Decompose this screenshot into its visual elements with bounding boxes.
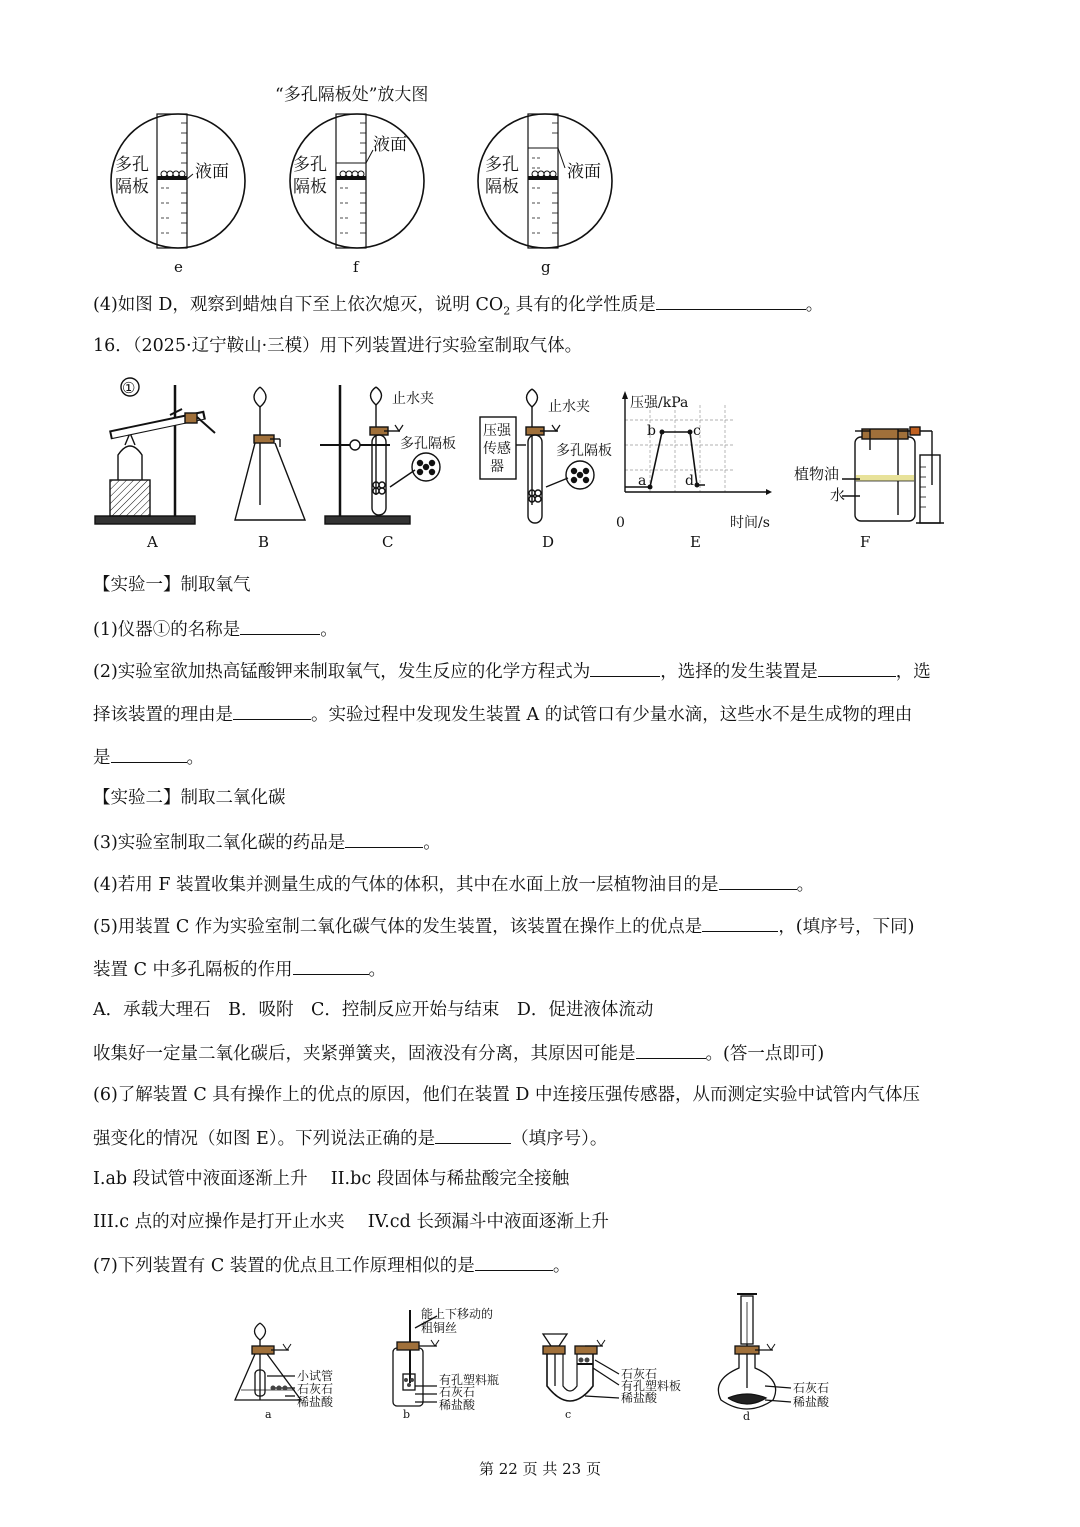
label-d: D: [542, 533, 555, 551]
porous-plate-label-d: 多孔隔板: [556, 443, 612, 459]
svg-text:液面: 液面: [195, 162, 229, 182]
device-c: [543, 1334, 619, 1401]
water-label: 水: [830, 486, 846, 504]
point-d: d: [685, 473, 694, 489]
svg-text:石灰石: 石灰石: [439, 1385, 476, 1399]
answer-blank[interactable]: [435, 1125, 511, 1144]
roman-options-line-2: III.c 点的对应操作是打开止水夹 IV.cd 长颈漏斗中液面逐渐上升: [93, 1212, 609, 1232]
svg-text:稀盐酸: 稀盐酸: [439, 1398, 476, 1412]
question-2-line-1: (2)实验室欲加热高锰酸钾来制取氧气，发生反应的化学方程式为 ，选择的发生装置是 ，选: [93, 658, 931, 684]
device-d: [718, 1294, 791, 1409]
svg-text:隔板: 隔板: [293, 177, 327, 197]
svg-text:多孔: 多孔: [485, 155, 519, 175]
svg-text:稀盐酸: 稀盐酸: [621, 1391, 658, 1405]
experiment-2-heading: 【实验二】制取二氧化碳: [93, 788, 286, 808]
svg-text:多孔: 多孔: [115, 155, 149, 175]
letter-d: d: [743, 1410, 751, 1423]
pressure-axis-x-label: 时间/s: [730, 515, 770, 531]
question-7: (7)下列装置有 C 装置的优点且工作原理相似的是 。: [93, 1252, 570, 1278]
magnified-figure-title: “多孔隔板处”放大图: [275, 85, 429, 105]
alternative-apparatus-figure: [225, 1288, 865, 1428]
question-5-extra: 收集好一定量二氧化碳后，夹紧弹簧夹，固液没有分离，其原因可能是 。(答一点即可): [93, 1040, 824, 1066]
svg-text:隔板: 隔板: [115, 177, 149, 197]
pressure-axis-y-label: 压强/kPa: [630, 395, 689, 411]
question-2-line-2: 择该装置的理由是 。实验过程中发现发生装置 A 的试管口有少量水滴，这些水不是生成物的理由: [93, 701, 912, 727]
svg-text:稀盐酸: 稀盐酸: [793, 1395, 830, 1409]
question-6-line-2: 强变化的情况（如图 E）。下列说法正确的是 （填序号）。: [93, 1125, 607, 1151]
oil-label: 植物油: [794, 465, 840, 483]
point-c: c: [693, 423, 701, 439]
letter-a: a: [265, 1408, 272, 1421]
answer-blank[interactable]: [590, 658, 660, 677]
question-5-line-1: (5)用装置 C 作为实验室制二氧化碳气体的发生装置，该装置在操作上的优点是 ，(填序号，下同): [93, 913, 914, 939]
porous-plate-magnified-figure: [95, 78, 655, 283]
label-f: F: [860, 533, 871, 551]
label-a: A: [147, 533, 158, 551]
answer-blank[interactable]: [345, 829, 423, 848]
question-3: (3)实验室制取二氧化碳的药品是 。: [93, 829, 441, 855]
question-5-line-2: 装置 C 中多孔隔板的作用 。: [93, 956, 386, 982]
letter-b: b: [403, 1408, 411, 1421]
svg-text:有孔塑料板: 有孔塑料板: [621, 1379, 682, 1393]
point-b: b: [647, 423, 656, 439]
answer-blank[interactable]: [702, 913, 778, 932]
svg-text:传感: 传感: [483, 441, 511, 457]
svg-text:石灰石: 石灰石: [297, 1382, 334, 1396]
answer-blank[interactable]: [240, 616, 320, 635]
answer-blank[interactable]: [636, 1040, 706, 1059]
apparatus-b: [235, 387, 305, 520]
panel-letter-f: f: [353, 258, 359, 276]
answer-blank[interactable]: [656, 291, 806, 310]
svg-text:石灰石: 石灰石: [793, 1381, 830, 1395]
apparatus-a: [95, 378, 215, 524]
label-b: B: [258, 533, 270, 551]
clamp-label-c: 止水夹: [392, 391, 434, 407]
answer-blank[interactable]: [293, 956, 369, 975]
svg-text:压强: 压强: [483, 423, 511, 439]
answer-blank[interactable]: [719, 871, 797, 890]
question-4: (4)若用 F 装置收集并测量生成的气体的体积，其中在水面上放一层植物油目的是 。: [93, 871, 814, 897]
question-15-4: (4)如图 D，观察到蜡烛自下至上依次熄灭，说明 $CO_2$ 具有的化学性质是 。: [93, 291, 823, 324]
question-6-line-1: (6)了解装置 C 具有操作上的优点的原因，他们在装置 D 中连接压强传感器，从而测定实验中试管内气体压: [93, 1085, 920, 1105]
pressure-origin: 0: [616, 515, 625, 531]
roman-options-line-1: I.ab 段试管中液面逐渐上升 II.bc 段固体与稀盐酸完全接触: [93, 1169, 570, 1189]
svg-text:粗铜丝: 粗铜丝: [421, 1321, 458, 1335]
panel-g: [478, 114, 612, 276]
clamp-label-d: 止水夹: [548, 399, 590, 415]
svg-text:液面: 液面: [373, 135, 407, 155]
instrument-marker: ①: [122, 379, 136, 397]
answer-blank[interactable]: [818, 658, 896, 677]
svg-text:稀盐酸: 稀盐酸: [297, 1395, 334, 1409]
panel-e: [111, 114, 245, 276]
svg-text:器: 器: [490, 459, 504, 475]
letter-c: c: [565, 1408, 572, 1421]
porous-plate-label-c: 多孔隔板: [400, 436, 456, 452]
label-c: C: [382, 533, 394, 551]
options-abcd: A．承载大理石 B．吸附 C．控制反应开始与结束 D．促进液体流动: [93, 1000, 654, 1020]
svg-text:隔板: 隔板: [485, 177, 519, 197]
question-1: (1)仪器①的名称是 。: [93, 616, 338, 642]
experiment-1-heading: 【实验一】制取氧气: [93, 575, 251, 595]
answer-blank[interactable]: [475, 1252, 553, 1271]
page-footer: 第 22 页 共 23 页: [478, 1460, 601, 1478]
answer-blank[interactable]: [233, 701, 311, 720]
svg-text:小试管: 小试管: [297, 1369, 334, 1383]
panel-letter-e: e: [174, 258, 183, 276]
point-a: a: [638, 473, 647, 489]
svg-text:多孔: 多孔: [293, 155, 327, 175]
question-2-line-3: 是 。: [93, 744, 204, 770]
panel-letter-g: g: [541, 258, 551, 276]
question-16-title: 16．（2025·辽宁鞍山·三模）用下列装置进行实验室制取气体。: [93, 336, 583, 356]
svg-text:能上下移动的: 能上下移动的: [421, 1307, 494, 1321]
svg-text:石灰石: 石灰石: [621, 1367, 658, 1381]
answer-blank[interactable]: [111, 744, 187, 763]
svg-text:有孔塑料瓶: 有孔塑料瓶: [439, 1373, 500, 1387]
panel-f: [290, 114, 424, 276]
svg-text:液面: 液面: [567, 162, 601, 182]
apparatus-f: [842, 427, 944, 523]
label-e: E: [690, 533, 701, 551]
device-a: [235, 1323, 301, 1400]
apparatus-figure: [90, 375, 970, 555]
